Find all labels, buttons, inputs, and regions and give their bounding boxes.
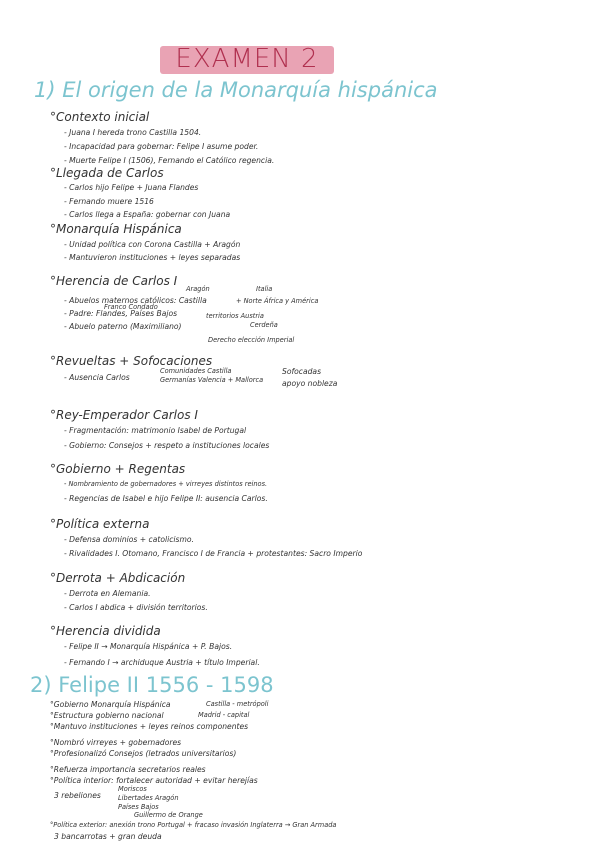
note-line: Castilla - metrópoli	[206, 700, 269, 708]
note-line: territorios Austria	[206, 312, 264, 320]
block-title: °Herencia de Carlos I	[50, 274, 178, 288]
note-line: - Incapacidad para gobernar: Felipe I asume poder.	[64, 142, 259, 151]
note-line: °Política interior: fortalecer autoridad + evitar herejías	[50, 776, 258, 785]
note-line: Germanías Valencia + Mallorca	[160, 376, 264, 384]
block-title: °Herencia dividida	[50, 624, 161, 638]
note-line: Franco Condado	[104, 303, 158, 311]
note-line: + Norte África y América	[236, 297, 319, 305]
note-line: - Abuelo paterno (Maximiliano)	[64, 322, 182, 331]
note-line: °Profesionalizó Consejos (letrados universitarios)	[50, 749, 237, 758]
note-line: °Mantuvo instituciones + leyes reinos componentes	[50, 722, 249, 731]
note-line: Derecho elección Imperial	[208, 336, 295, 344]
note-line: Cerdeña	[250, 321, 278, 329]
block-title: °Gobierno + Regentas	[50, 462, 186, 476]
note-line: - Rivalidades I. Otomano, Francisco I de Francia + protestantes: Sacro Imperio	[64, 549, 363, 558]
note-line: - Regencias de Isabel e hijo Felipe II: ausencia Carlos.	[64, 494, 268, 503]
note-line: Italia	[256, 285, 273, 293]
section2-heading: 2) Felipe II 1556 - 1598	[30, 673, 274, 697]
note-line: - Carlos I abdica + división territorios.	[64, 603, 208, 612]
note-line: 3 bancarrotas + gran deuda	[54, 832, 162, 841]
block-title: °Derrota + Abdicación	[50, 571, 186, 585]
note-line: °Estructura gobierno nacional	[50, 711, 164, 720]
note-line: 3 rebeliones	[54, 791, 101, 800]
block-title: °Monarquía Hispánica	[50, 222, 182, 236]
note-line: - Fragmentación: matrimonio Isabel de Portugal	[64, 426, 247, 435]
note-line: Sofocadas	[282, 367, 322, 376]
note-line: Libertades Aragón	[118, 794, 179, 802]
page-title: EXAMEN 2	[175, 44, 319, 74]
note-line: - Felipe II → Monarquía Hispánica + P. Bajos.	[64, 642, 233, 651]
block-title: °Política externa	[50, 517, 150, 531]
section1-heading: 1) El origen de la Monarquía hispánica	[34, 78, 438, 102]
note-line: - Juana I hereda trono Castilla 1504.	[64, 128, 202, 137]
note-line: - Defensa dominios + catolicismo.	[64, 535, 194, 544]
note-line: - Padre: Flandes, Países Bajos	[64, 309, 178, 318]
note-line: - Ausencia Carlos	[64, 373, 130, 382]
block-title: °Contexto inicial	[50, 110, 150, 124]
note-line: - Carlos hijo Felipe + Juana Flandes	[64, 183, 199, 192]
note-line: °Nombró virreyes + gobernadores	[50, 738, 182, 747]
note-line: - Muerte Felipe I (1506), Fernando el Católico regencia.	[64, 156, 275, 165]
note-line: Moriscos	[118, 785, 147, 793]
note-line: °Gobierno Monarquía Hispánica	[50, 700, 171, 709]
note-line: °Refuerza importancia secretarios reales	[50, 765, 206, 774]
note-line: - Nombramiento de gobernadores + virreyes distintos reinos.	[64, 480, 268, 488]
note-line: - Fernando muere 1516	[64, 197, 154, 206]
note-line: Comunidades Castilla	[160, 367, 232, 375]
note-line: - Mantuvieron instituciones + leyes separadas	[64, 253, 241, 262]
block-title: °Revueltas + Sofocaciones	[50, 354, 213, 368]
note-line: Países Bajos	[118, 803, 159, 811]
note-line: - Carlos llega a España: gobernar con Juana	[64, 210, 231, 219]
note-line: - Unidad política con Corona Castilla + Aragón	[64, 240, 241, 249]
note-line: - Abuelos maternos católicos: Castilla	[64, 296, 207, 305]
block-title: °Llegada de Carlos	[50, 166, 164, 180]
note-line: - Fernando I → archiduque Austria + título Imperial.	[64, 658, 260, 667]
note-line: - Derrota en Alemania.	[64, 589, 151, 598]
note-line: Guillermo de Orange	[134, 811, 203, 819]
note-line: Madrid - capital	[198, 711, 250, 719]
note-line: - Gobierno: Consejos + respeto a instituciones locales	[64, 441, 270, 450]
note-line: °Política exterior: anexión trono Portugal + fracaso invasión Inglaterra → Gran Armada	[50, 821, 337, 829]
note-line: apoyo nobleza	[282, 379, 338, 388]
block-title: °Rey-Emperador Carlos I	[50, 408, 198, 422]
note-line: Aragón	[186, 285, 210, 293]
